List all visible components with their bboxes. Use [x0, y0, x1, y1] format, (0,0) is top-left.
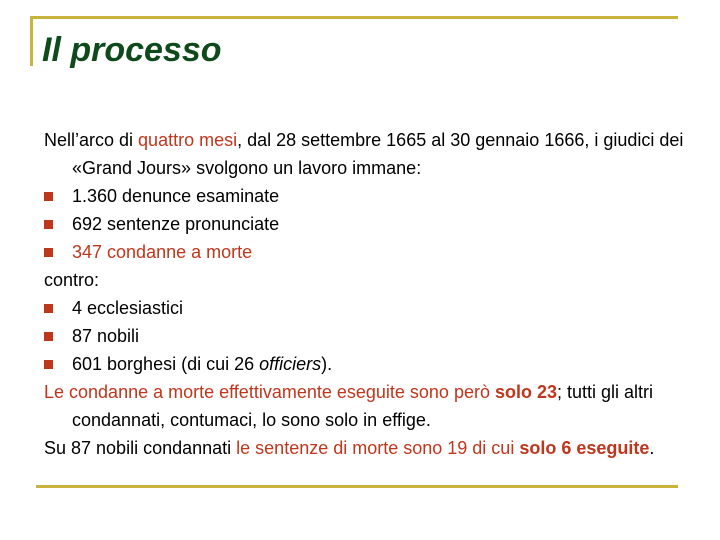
- slide-body: [44, 126, 684, 462]
- highlight-period: quattro mesi: [138, 130, 238, 150]
- list-item: 601 borghesi (di cui 26 officiers).: [44, 350, 684, 378]
- nobles-paragraph: Su 87 nobili condannati le sentenze di morte sono 19 di cui solo 6 eseguite.: [44, 438, 655, 458]
- list-item: 87 nobili: [44, 322, 684, 350]
- square-bullet-icon: [44, 248, 53, 257]
- square-bullet-icon: [44, 304, 53, 313]
- intro-paragraph: Nell’arco di quattro mesi, dal 28 settembre 1665 al 30 gennaio 1666, i giudici dei «Grand Jours» svolgono un lavoro immane:: [44, 130, 684, 178]
- list-item: 4 ecclesiastici: [44, 294, 684, 322]
- slide-title: Il processo: [42, 31, 222, 69]
- list-item: 347 condanne a morte: [44, 238, 684, 266]
- list-item: 692 sentenze pronunciate: [44, 210, 684, 238]
- top-rule: [30, 16, 678, 19]
- bottom-rule: [36, 485, 678, 488]
- square-bullet-icon: [44, 360, 53, 369]
- square-bullet-icon: [44, 332, 53, 341]
- contro-label: contro:: [44, 270, 100, 290]
- square-bullet-icon: [44, 192, 53, 201]
- left-rule: [30, 16, 33, 66]
- executed-paragraph: Le condanne a morte effettivamente eseguite sono però solo 23; tutti gli altri condannati, contumaci, lo sono solo in effige.: [44, 382, 654, 430]
- list-item: 1.360 denunce esaminate: [44, 182, 684, 210]
- square-bullet-icon: [44, 220, 53, 229]
